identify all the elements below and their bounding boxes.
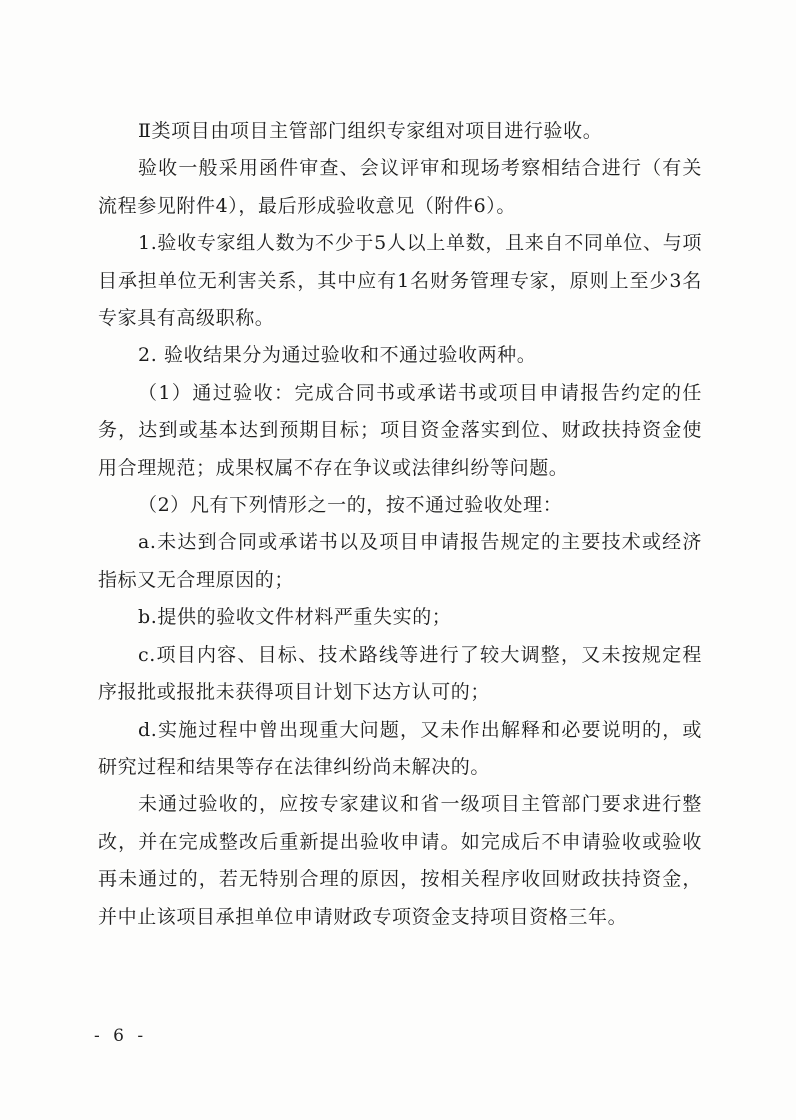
paragraph-fail-conditions: （2）凡有下列情形之一的，按不通过验收处理： (138, 494, 563, 517)
paragraph-pass-criteria: （1）通过验收：完成合同书或承诺书或项目申请报告约定的任务，达到或基本达到预期目标；项目资金落实到位、财政扶持资金使用合理规范；成果权属不存在争议或法律纠纷等问题。 (98, 381, 702, 479)
paragraph-condition-c: c.项目内容、目标、技术路线等进行了较大调整，又未按规定程序报批或报批未获得项目计划下达方认可的； (98, 643, 702, 704)
paragraph-rectification: 未通过验收的，应按专家建议和省一级项目主管部门要求进行整改，并在完成整改后重新提出验收申请。如完成后不申请验收或验收再未通过的，若无特别合理的原因，按相关程序收回财政扶持资金，并中止该项目承担单位申请财政专项资金支持项目资格三年。 (98, 793, 702, 928)
paragraph-condition-b: b.提供的验收文件材料严重失实的； (138, 606, 452, 629)
paragraph-condition-d: d.实施过程中曾出现重大问题，又未作出解释和必要说明的，或研究过程和结果等存在法律纠纷尚未解决的。 (98, 718, 702, 778)
paragraph-class-ii-acceptance: Ⅱ类项目由项目主管部门组织专家组对项目进行验收。 (138, 120, 603, 142)
paragraph-acceptance-method: 验收一般采用函件审查、会议评审和现场考察相结合进行（有关流程参见附件4），最后形成验收意见（附件6）。 (98, 157, 702, 217)
paragraph-result-types: 2. 验收结果分为通过验收和不通过验收两种。 (138, 344, 537, 367)
paragraph-expert-group: 1.验收专家组人数为不少于5人以上单数，且来自不同单位、与项目承担单位无利害关系，其中应有1名财务管理专家，原则上至少3名专家具有高级职称。 (98, 232, 702, 330)
document-body (98, 113, 702, 936)
page-number: - 6 - (94, 1026, 148, 1046)
paragraph-condition-a: a.未达到合同或承诺书以及项目申请报告规定的主要技术或经济指标又无合理原因的； (98, 531, 702, 591)
